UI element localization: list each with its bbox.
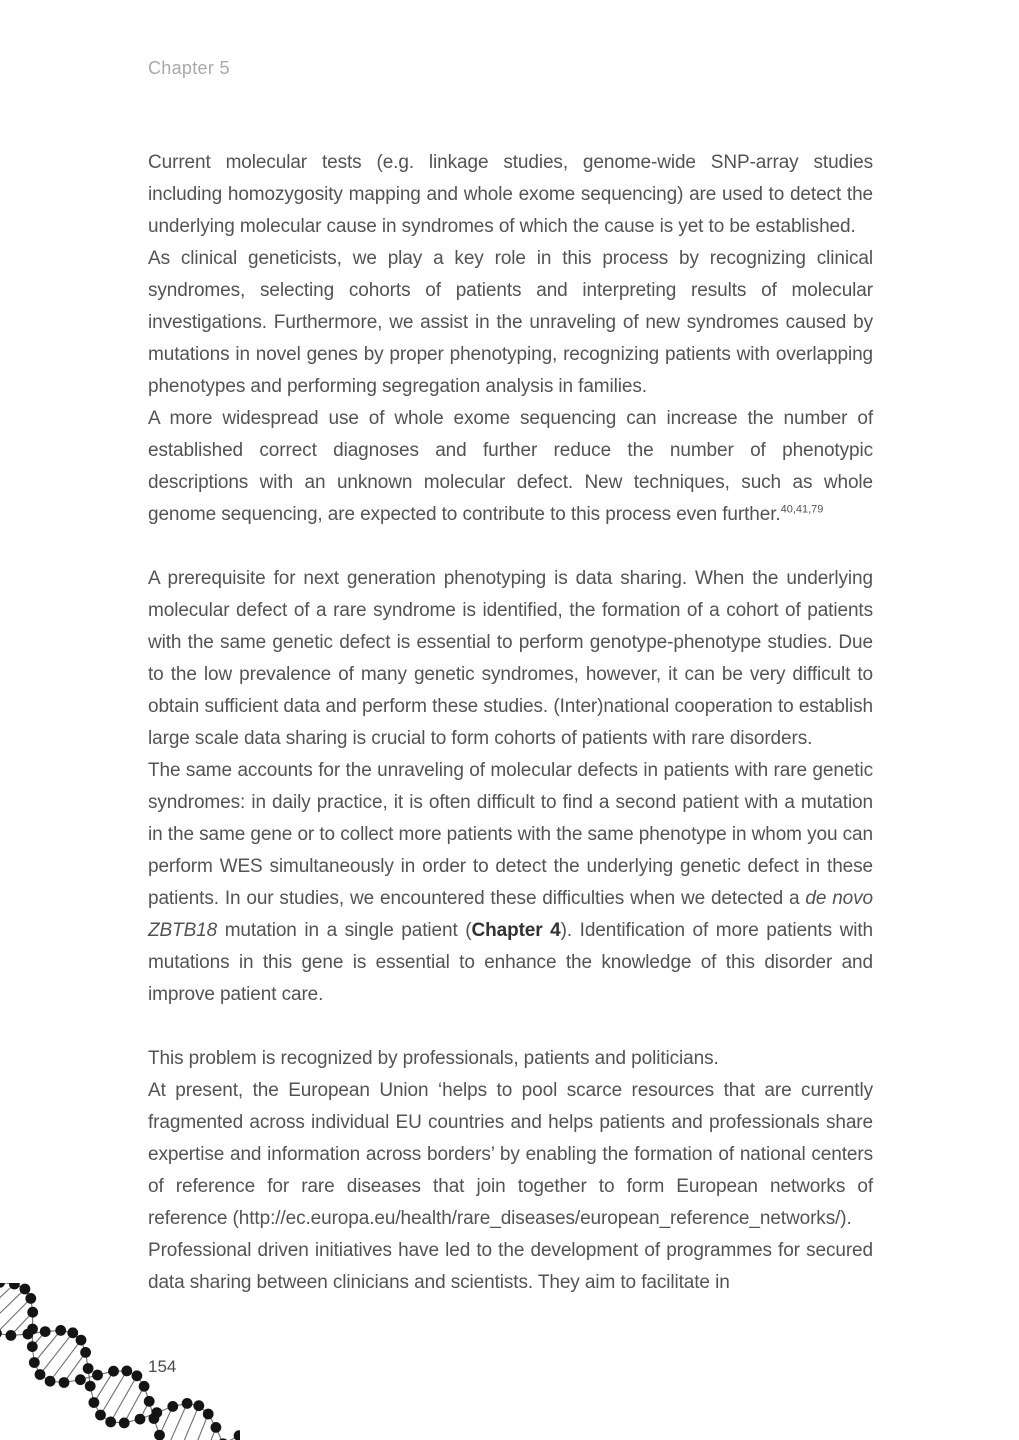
paragraph-european-union: At present, the European Union ‘helps to pool scarce resources that are currently fragmented across individual EU countries and helps patients and professionals share expertise and information across borders’ by enabling the formation of national centers of reference for rare diseases that join together to form European networks of reference (http://ec.europa.eu/health/rare_diseases/european_reference_networks/). <box>148 1080 873 1229</box>
paragraph-current-molecular-tests: Current molecular tests (e.g. linkage studies, genome-wide SNP-array studies including homozygosity mapping and whole exome sequencing) are used to detect the underlying molecular cause in syndromes of which the cause is yet to be established. <box>148 152 873 237</box>
paragraph-whole-exome-sequencing <box>148 403 873 531</box>
paragraph-professional-initiatives: Professional driven initiatives have led to the development of programmes for secured data sharing between clinicians and scientists. They aim to facilitate in <box>148 1240 873 1293</box>
paragraph-text: The same accounts for the unraveling of molecular defects in patients with rare genetic syndromes: in daily practice, it is often difficult to find a second patient with a mutation in the same gene or to collect more patients with the same phenotype in whom you can perform WES simultaneously in order to detect the underlying genetic defect in these patients. In our studies, we encountered these difficulties when we detected a <box>148 760 873 909</box>
body-text <box>148 147 873 1299</box>
text-block-european-initiatives <box>148 1043 873 1299</box>
chapter-reference-bold: Chapter 4 <box>471 920 561 941</box>
page-number: 154 <box>148 1357 177 1376</box>
paragraph-problem-recognized: This problem is recognized by professionals, patients and politicians. <box>148 1048 719 1069</box>
paragraph-text: A more widespread use of whole exome sequencing can increase the number of established correct diagnoses and further reduce the number of phenotypic descriptions with an unknown molecular defect. New techniques, such as whole genome sequencing, are expected to contribute to this process even further. <box>148 408 873 525</box>
text-block-molecular-tests <box>148 147 873 531</box>
running-header: Chapter 5 <box>148 58 230 78</box>
dna-helix-icon <box>0 1283 240 1440</box>
reference-superscript: 40,41,79 <box>780 503 824 516</box>
paragraph-prerequisite-data-sharing: A prerequisite for next generation phenotyping is data sharing. When the underlying molecular defect of a rare syndrome is identified, the formation of a cohort of patients with the same genetic defect is essential to perform genotype-phenotype studies. Due to the low prevalence of many genetic syndromes, however, it can be very difficult to obtain sufficient data and perform these studies. (Inter)national cooperation to establish large scale data sharing is crucial to form cohorts of patients with rare disorders. <box>148 568 873 749</box>
paragraph-text: ). Identification of more patients with mutations in this gene is essential to enhance the knowledge of this disorder and improve patient care. <box>148 920 874 1005</box>
paragraph-rare-genetic-syndromes <box>148 755 873 1011</box>
paragraph-clinical-geneticists: As clinical geneticists, we play a key role in this process by recognizing clinical syndromes, selecting cohorts of patients and interpreting results of molecular investigations. Furthermore, we assist in the unraveling of new syndromes caused by mutations in novel genes by proper phenotyping, recognizing patients with overlapping phenotypes and performing segregation analysis in families. <box>148 248 873 397</box>
gene-name-italic: de novo ZBTB18 <box>148 888 873 941</box>
text-block-data-sharing <box>148 563 873 1011</box>
paragraph-text: mutation in a single patient ( <box>217 920 472 941</box>
